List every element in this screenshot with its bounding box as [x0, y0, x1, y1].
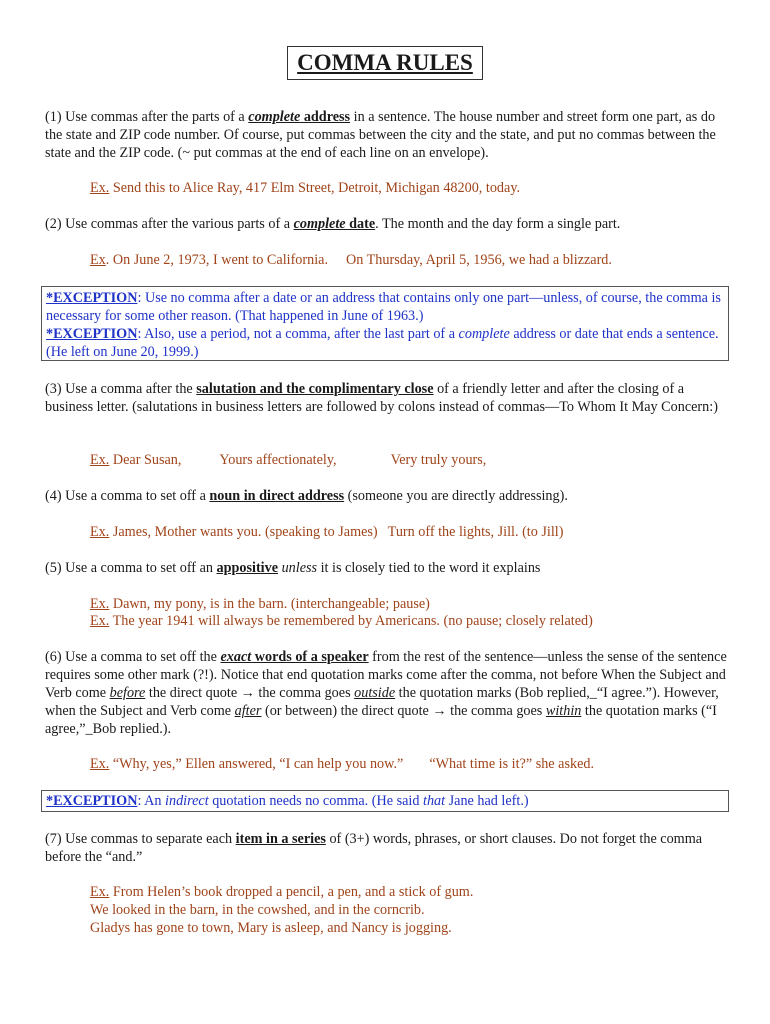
rule-7-example-3: Gladys has gone to town, Mary is asleep, and Nancy is jogging.: [90, 920, 452, 936]
rule-4-example: Ex. James, Mother wants you. (speaking to James) Turn off the lights, Jill. (to Jill): [90, 524, 564, 540]
rule-7-example-2: We looked in the barn, in the cowshed, and in the corncrib.: [90, 902, 425, 918]
rule-1-example: Ex. Send this to Alice Ray, 417 Elm Street, Detroit, Michigan 48200, today.: [90, 180, 521, 196]
rule-2-example: Ex. On June 2, 1973, I went to California. On Thursday, April 5, 1956, we had a blizzard.: [90, 252, 612, 268]
rule-2: (2) Use commas after the various parts of a complete date. The month and the day form a single part.: [45, 216, 621, 232]
rule-5-example-2: Ex. The year 1941 will always be remembered by Americans. (no pause; closely related): [90, 613, 593, 629]
rule-1: (1) Use commas after the parts of a complete address in a sentence. The house number and street form one part, as do the state and ZIP code number. Of course, put commas between the city and the state, and put no commas between the state and the ZIP code. (~ put commas at the end of each line on an envelope).: [45, 109, 716, 161]
rule-5-example-1: Ex. Dawn, my pony, is in the barn. (interchangeable; pause): [90, 596, 430, 612]
rule-6-example: Ex. “Why, yes,” Ellen answered, “I can help you now.” “What time is it?” she asked.: [90, 756, 595, 772]
exception-box-2: *EXCEPTION: An indirect quotation needs no comma. (He said that Jane had left.): [41, 790, 729, 812]
rule-4: (4) Use a comma to set off a noun in direct address (someone you are directly addressing).: [45, 488, 568, 504]
rule-3: (3) Use a comma after the salutation and the complimentary close of a friendly letter and after the closing of a business letter. (salutations in business letters are followed by colons instead of commas—To Whom It May Concern:): [45, 381, 718, 415]
rule-7-example-1: Ex. From Helen’s book dropped a pencil, a pen, and a stick of gum.: [90, 884, 474, 900]
rule-7: (7) Use commas to separate each item in a series of (3+) words, phrases, or short clauses. Do not forget the comma before the “and.”: [45, 831, 703, 865]
rule-6: (6) Use a comma to set off the exact words of a speaker from the rest of the sentence—unless the sense of the sentence requires some other mark (?!). Notice that end quotation marks come after the comma, not before When the Subject and Verb come before the direct quote → the comma goes outside the quotation marks (Bob replied,_“I agree.”). However, when the Subject and Verb come after (or between) the direct quote → the comma goes within the quotation marks (“I agree,”_Bob replied.).: [45, 649, 727, 737]
page-title: COMMA RULES: [287, 46, 483, 80]
rule-3-example: Ex. Dear Susan, Yours affectionately, Very truly yours,: [90, 452, 487, 468]
exception-box-1: *EXCEPTION: Use no comma after a date or an address that contains only one part—unless, of course, the comma is necessary for some other reason. (That happened in June of 1963.) *EXCEPTION: Also, use a period, not a comma, after the last part of a complete address or date that ends a sentence. (He left on June 20, 1999.): [41, 286, 729, 361]
rule-5: (5) Use a comma to set off an appositive unless it is closely tied to the word it explains: [45, 560, 541, 576]
